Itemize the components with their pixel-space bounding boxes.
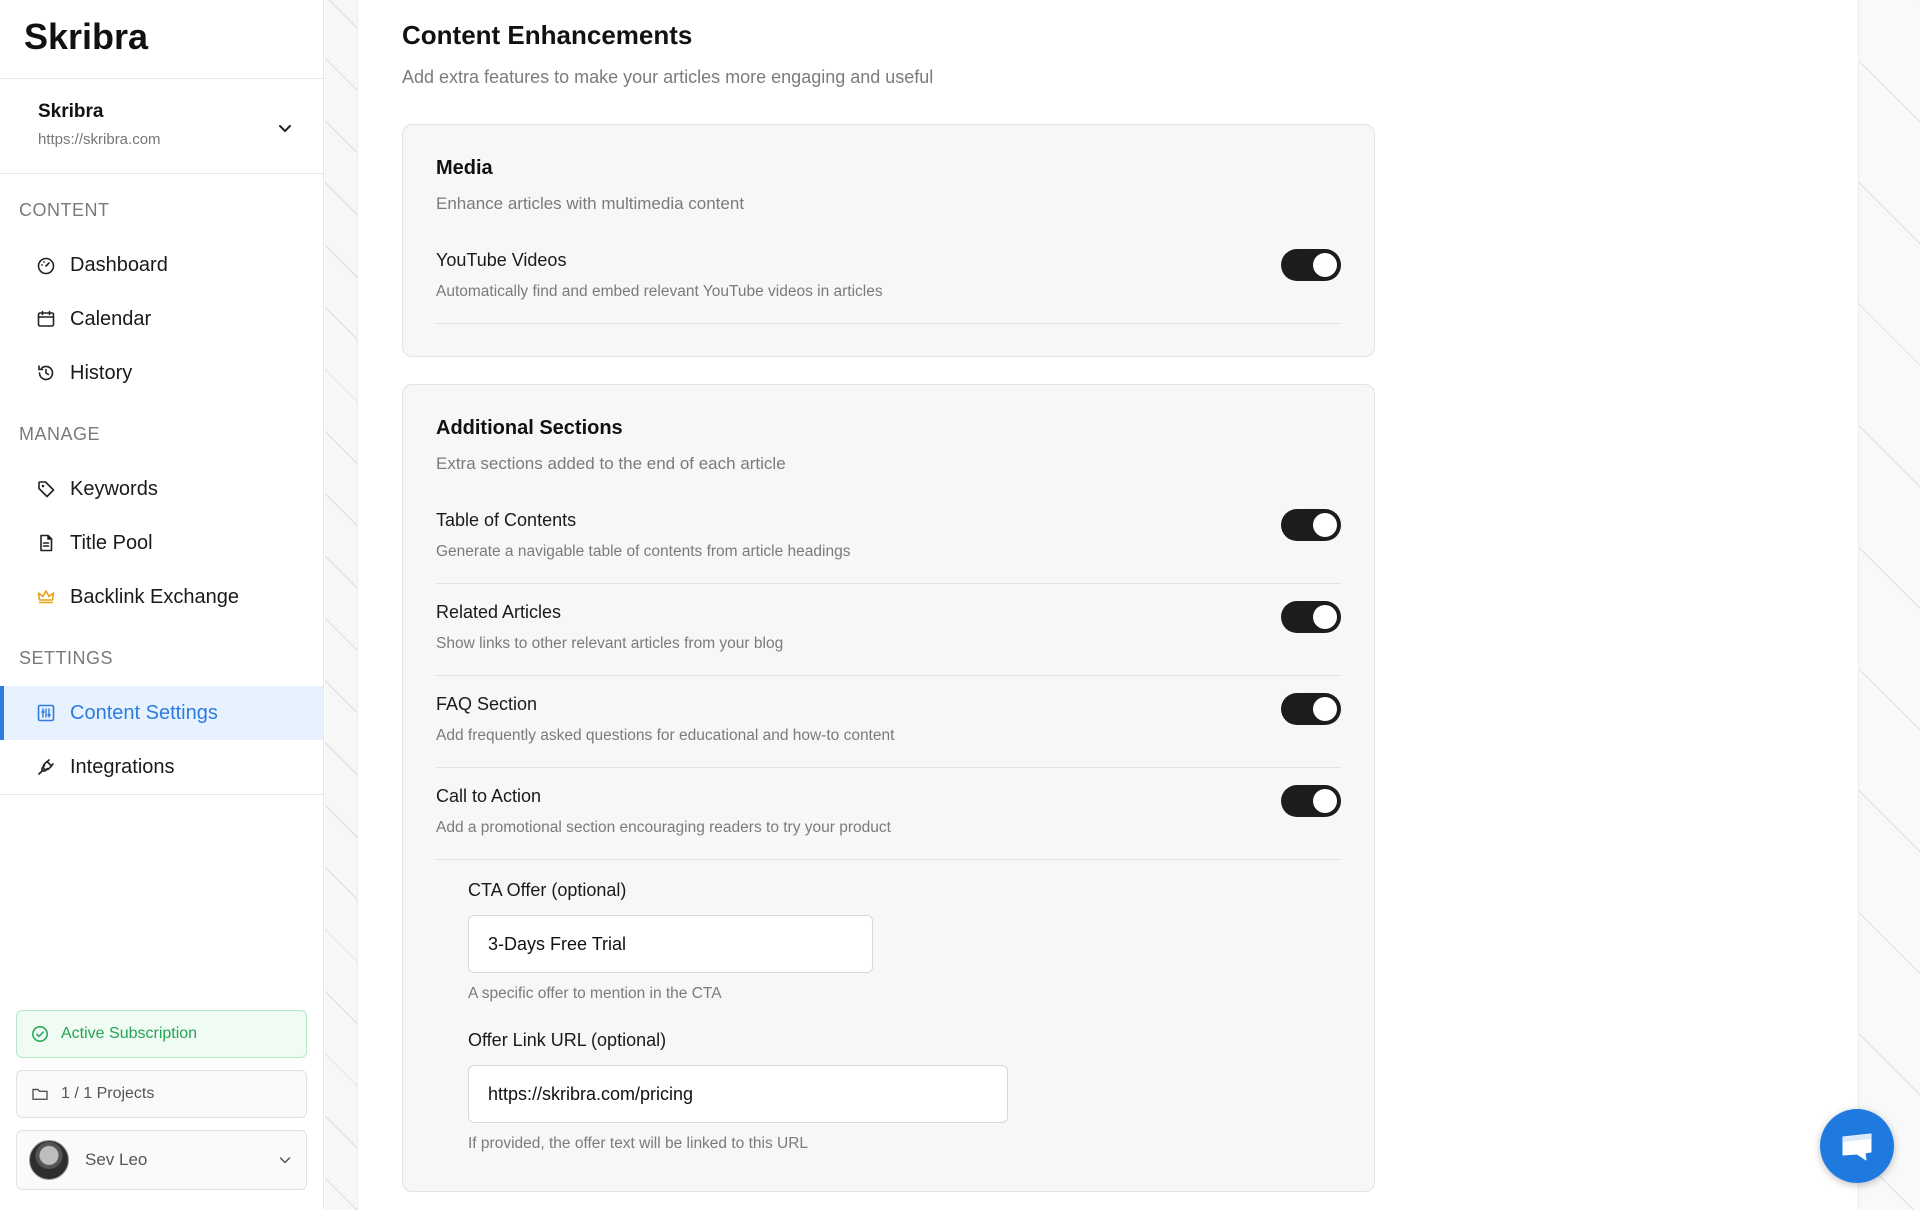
setting-name: Table of Contents — [436, 510, 577, 530]
setting-description: Automatically find and embed relevant YouTube videos in articles — [436, 283, 883, 300]
calendar-icon — [36, 309, 56, 329]
sidebar-item-content-settings[interactable] — [0, 686, 323, 740]
offer-link-label: Offer Link URL (optional) — [468, 1030, 667, 1050]
table-of-contents-toggle[interactable] — [1281, 509, 1341, 541]
brand-logo[interactable]: Skribra — [0, 0, 323, 79]
sidebar-item-label: Integrations — [70, 755, 175, 778]
file-icon — [36, 533, 56, 553]
sidebar-item-dashboard[interactable] — [0, 238, 323, 292]
sidebar-item-keywords[interactable] — [0, 462, 323, 516]
projects-count[interactable] — [16, 1070, 307, 1118]
chevron-down-icon — [275, 119, 295, 139]
setting-related-articles — [436, 584, 1341, 676]
setting-faq-section — [436, 676, 1341, 768]
setting-table-of-contents — [436, 492, 1341, 584]
nav-divider — [0, 794, 323, 795]
setting-name: Call to Action — [436, 786, 542, 806]
setting-description: Generate a navigable table of contents from article headings — [436, 543, 851, 560]
plug-icon — [36, 757, 56, 777]
setting-youtube-videos — [436, 232, 1341, 324]
offer-link-input[interactable] — [468, 1065, 1008, 1123]
project-name: Skribra — [38, 101, 104, 122]
youtube-videos-toggle[interactable] — [1281, 249, 1341, 281]
subscription-status-badge[interactable] — [16, 1010, 307, 1058]
cta-offer-label: CTA Offer (optional) — [468, 880, 627, 900]
sidebar-item-label: Title Pool — [70, 531, 153, 554]
faq-section-toggle[interactable] — [1281, 693, 1341, 725]
additional-sections-card — [402, 384, 1375, 1192]
sidebar-item-label: Keywords — [70, 477, 158, 500]
cta-offer-input[interactable] — [468, 915, 873, 973]
sidebar-item-label: Calendar — [70, 307, 152, 330]
offer-link-field — [436, 1030, 1341, 1153]
related-articles-toggle[interactable] — [1281, 601, 1341, 633]
page-title: Content Enhancements — [402, 20, 693, 50]
sidebar-item-calendar[interactable] — [0, 292, 323, 346]
section-label-content: CONTENT — [19, 200, 110, 220]
gauge-icon — [36, 255, 56, 275]
user-name: Sev Leo — [85, 1150, 148, 1169]
setting-description: Add frequently asked questions for educational and how-to content — [436, 727, 895, 744]
chat-bubble-icon — [1837, 1128, 1877, 1164]
projects-count-text: 1 / 1 Projects — [61, 1085, 155, 1102]
folder-icon — [31, 1085, 49, 1103]
sidebar-item-label: History — [70, 361, 133, 384]
cta-offer-field — [436, 880, 1341, 1003]
gutter-pattern-left — [325, 0, 358, 1210]
crown-icon — [36, 587, 56, 607]
history-icon — [36, 363, 56, 383]
card-title: Media — [436, 157, 493, 179]
sidebar-item-history[interactable] — [0, 346, 323, 400]
offer-link-help: If provided, the offer text will be linked to this URL — [468, 1135, 809, 1152]
chat-support-button[interactable] — [1820, 1109, 1894, 1183]
project-switcher[interactable] — [0, 79, 323, 174]
setting-call-to-action — [436, 768, 1341, 860]
section-label-settings: SETTINGS — [19, 648, 114, 668]
user-menu[interactable] — [16, 1130, 307, 1190]
sidebar — [0, 0, 324, 1210]
section-label-manage: MANAGE — [19, 424, 101, 444]
sidebar-item-title-pool[interactable] — [0, 516, 323, 570]
tag-icon — [36, 479, 56, 499]
sliders-icon — [36, 703, 56, 723]
avatar — [29, 1140, 69, 1180]
sidebar-item-label: Dashboard — [70, 253, 168, 276]
subscription-status-text: Active Subscription — [61, 1025, 198, 1042]
card-subtitle: Extra sections added to the end of each article — [436, 454, 786, 473]
sidebar-item-label: Backlink Exchange — [70, 585, 239, 608]
chevron-down-icon — [276, 1151, 294, 1169]
card-subtitle: Enhance articles with multimedia content — [436, 194, 745, 213]
setting-description: Show links to other relevant articles from your blog — [436, 635, 784, 652]
gutter-pattern-right — [1858, 0, 1920, 1210]
setting-description: Add a promotional section encouraging readers to try your product — [436, 819, 891, 836]
check-circle-icon — [31, 1025, 49, 1043]
setting-name: Related Articles — [436, 602, 562, 622]
setting-name: FAQ Section — [436, 694, 538, 714]
main-content — [359, 0, 1857, 1210]
sidebar-item-integrations[interactable] — [0, 740, 323, 794]
page-subtitle: Add extra features to make your articles more engaging and useful — [402, 67, 934, 87]
card-title: Additional Sections — [436, 417, 623, 439]
media-card — [402, 124, 1375, 357]
call-to-action-toggle[interactable] — [1281, 785, 1341, 817]
sidebar-item-backlink-exchange[interactable] — [0, 570, 323, 624]
project-url: https://skribra.com — [38, 131, 161, 148]
sidebar-item-label: Content Settings — [70, 701, 218, 724]
cta-offer-help: A specific offer to mention in the CTA — [468, 985, 722, 1002]
setting-name: YouTube Videos — [436, 250, 567, 270]
sidebar-nav — [0, 182, 323, 795]
sidebar-footer — [16, 1010, 307, 1190]
